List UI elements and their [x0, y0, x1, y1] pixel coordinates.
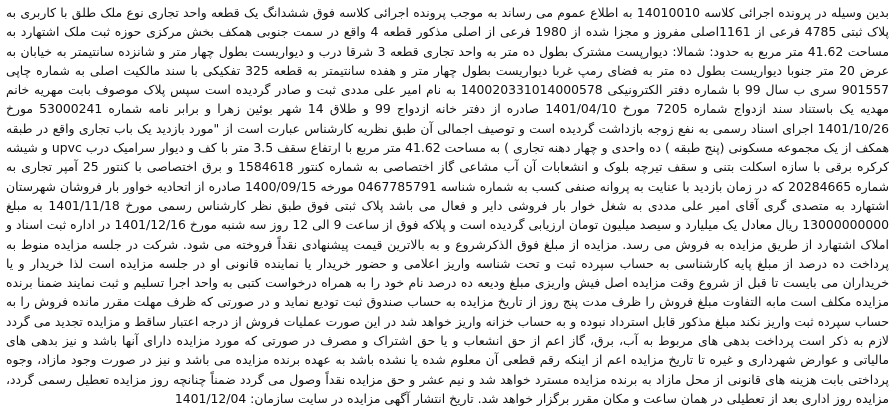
auction-notice-text: بدین وسیله در پرونده اجرائی کلاسه 14010010 به اطلاع عموم می رساند به موجب پرونده اجرائی کلاسه فوق ششدانگ یک قطعه واحد تجاری نوع ملک طلق با کاربری به پلاک ثبتی 4785 فرعی از 1161اصلی مفروز و مجزا شده از 1980 فرعی از اصلی مذکور قطعه 4 واقع در سمت جنوبی همکف بخش مرکزی حوزه ثبت ملک اشتهارد به مساحت 41.62 متر مربع به حدود: شمالا: دیوارپست مشترک بطول ده متر به واحد تجاری قطعه 3 شرقا درب و دیواریست بطول چهار متر و شانزده سانتیمتر به خیابان به عرض 20 متر جنوبا دیواریست بطول ده متر به فضای رمپ غربا دیواریست بطول چهار متر و هفده سانتیمتر به قطعه 325 تفکیکی با سند مالکیت اصلی به شماره چاپی 901557 سری ب سال 99 با شماره دفتر الکترونیکی 140020331014000578 به نام امیر علی مددی ثبت و صادر گردیده است سپس پلاک موصوف بابت مهریه خانم مهدیه یک باستناد سند ازدواج شماره 7205 مورخ 1401/04/10 صادره از دفتر خانه ازدواج 99 و طلاق 14 شهر بوئین زهرا و برابر نامه شماره 53000241 مورخ 1401/10/26 اجرای اسناد رسمی به نفع زوجه بازداشت گردیده است و توصیف اجمالی آن طبق نظریه کارشناس عبارت است از "مورد بازدید یک باب تجاری واقع در طبقه همکف از یک مجموعه مسکونی (پنج طبقه ) ده واحدی و چهار دهنه تجاری ) به مساحت 41.62 متر مربع با ارتفاع سقف 3.5 متر با کف و دیوار سرامیک درب upvc و شیشه کرکره برقی با سازه اسکلت بتنی و سقف تیرچه بلوک و انشعابات آن آب مشاعی گاز اختصاصی به شماره کنتور 1584618 و برق اختصاصی با کنتور 25 آمپر تجاری به شماره 20284665 که در زمان بازدید با عنایت به پروانه صنفی کسب به شماره شناسه 0467785791 مورخه 1400/09/15 صادره از اتحادیه خواور بار فروشان شهرستان اشتهارد به متصدی گری آقای امیر علی مددی به شغل خوار بار فروشی دایر و فعال می باشد پلاک ثبتی فوق طبق نظر کارشناس رسمی مورخ 1401/11/18 به مبلغ 13000000000 ریال معادل یک میلیارد و سیصد میلیون تومان ارزیابی گردیده است و پلاکه فوق از ساعت 9 الی 12 روز سه شنبه مورخ 1401/12/16 در اداره ثبت اسناد و املاک اشتهارد از طریق مزایده به فروش می رسد. مزایده از مبلغ فوق الذکرشروع و به بالاترین قیمت پیشنهادی نقداً فروخته می شود. شرکت در جلسه مزایده منوط به پرداخت ده درصد از مبلغ پایه کارشناسی به حساب سپرده ثبت و تحت شناسه واریز اعلامی و حضور خریدار یا نماینده قانونی او در جلسه مزایده است لذا خریدار و یا خریداران می بایست تا قبل از شروع وقت مزایده اصل فیش واریزی مبلغ ودیعه ده درصد نام خود را به همراه درخواست کتبی به واحد اجرا تسلیم و ثبت نمایند ضمنا برنده مزایده مکلف است مابه التفاوت مبلغ فروش را ظرف مدت پنج روز از تاریخ مزایده به حساب صندوق ثبت تودیع نماید و در صورتی که ظرف مهلت مقرر مانده فروش را به حساب سپرده ثبت واریز نکند مبلغ مذکور قابل استرداد نبوده و به حساب خزانه واریز خواهد شد در این صورت عملیات فروش از درجه اعتبار ساقط و مزایده تجدید می گردد لازم به ذکر است پرداخت بدهی های مربوط به آب، برق، گاز اعم از حق انشعاب و یا حق اشتراک و مصرف در صورتی که مورد مزایده دارای آنها باشد و نیز بدهی های مالیاتی و عوارض شهرداری و غیره تا تاریخ مزایده اعم از اینکه رقم قطعی آن معلوم شده یا نشده باشد به عهده برنده مزایده می باشد و نیز در صورت وجود مازاد، وجوه پرداختی بابت هزینه های قانونی از محل مازاد به برنده مزایده مسترد خواهد شد و نیم عشر و حق مزایده نقداً وصول می گردد ضمناً چنانچه روز مزایده تعطیل رسمی گردد، مزایده روز اداری بعد از تعطیلی در همان ساعت و مکان مقرر برگزار خواهد شد. تاریخ انتشار آگهی مزایده در سایت سازمان: 1401/12/04: [6, 5, 890, 406]
